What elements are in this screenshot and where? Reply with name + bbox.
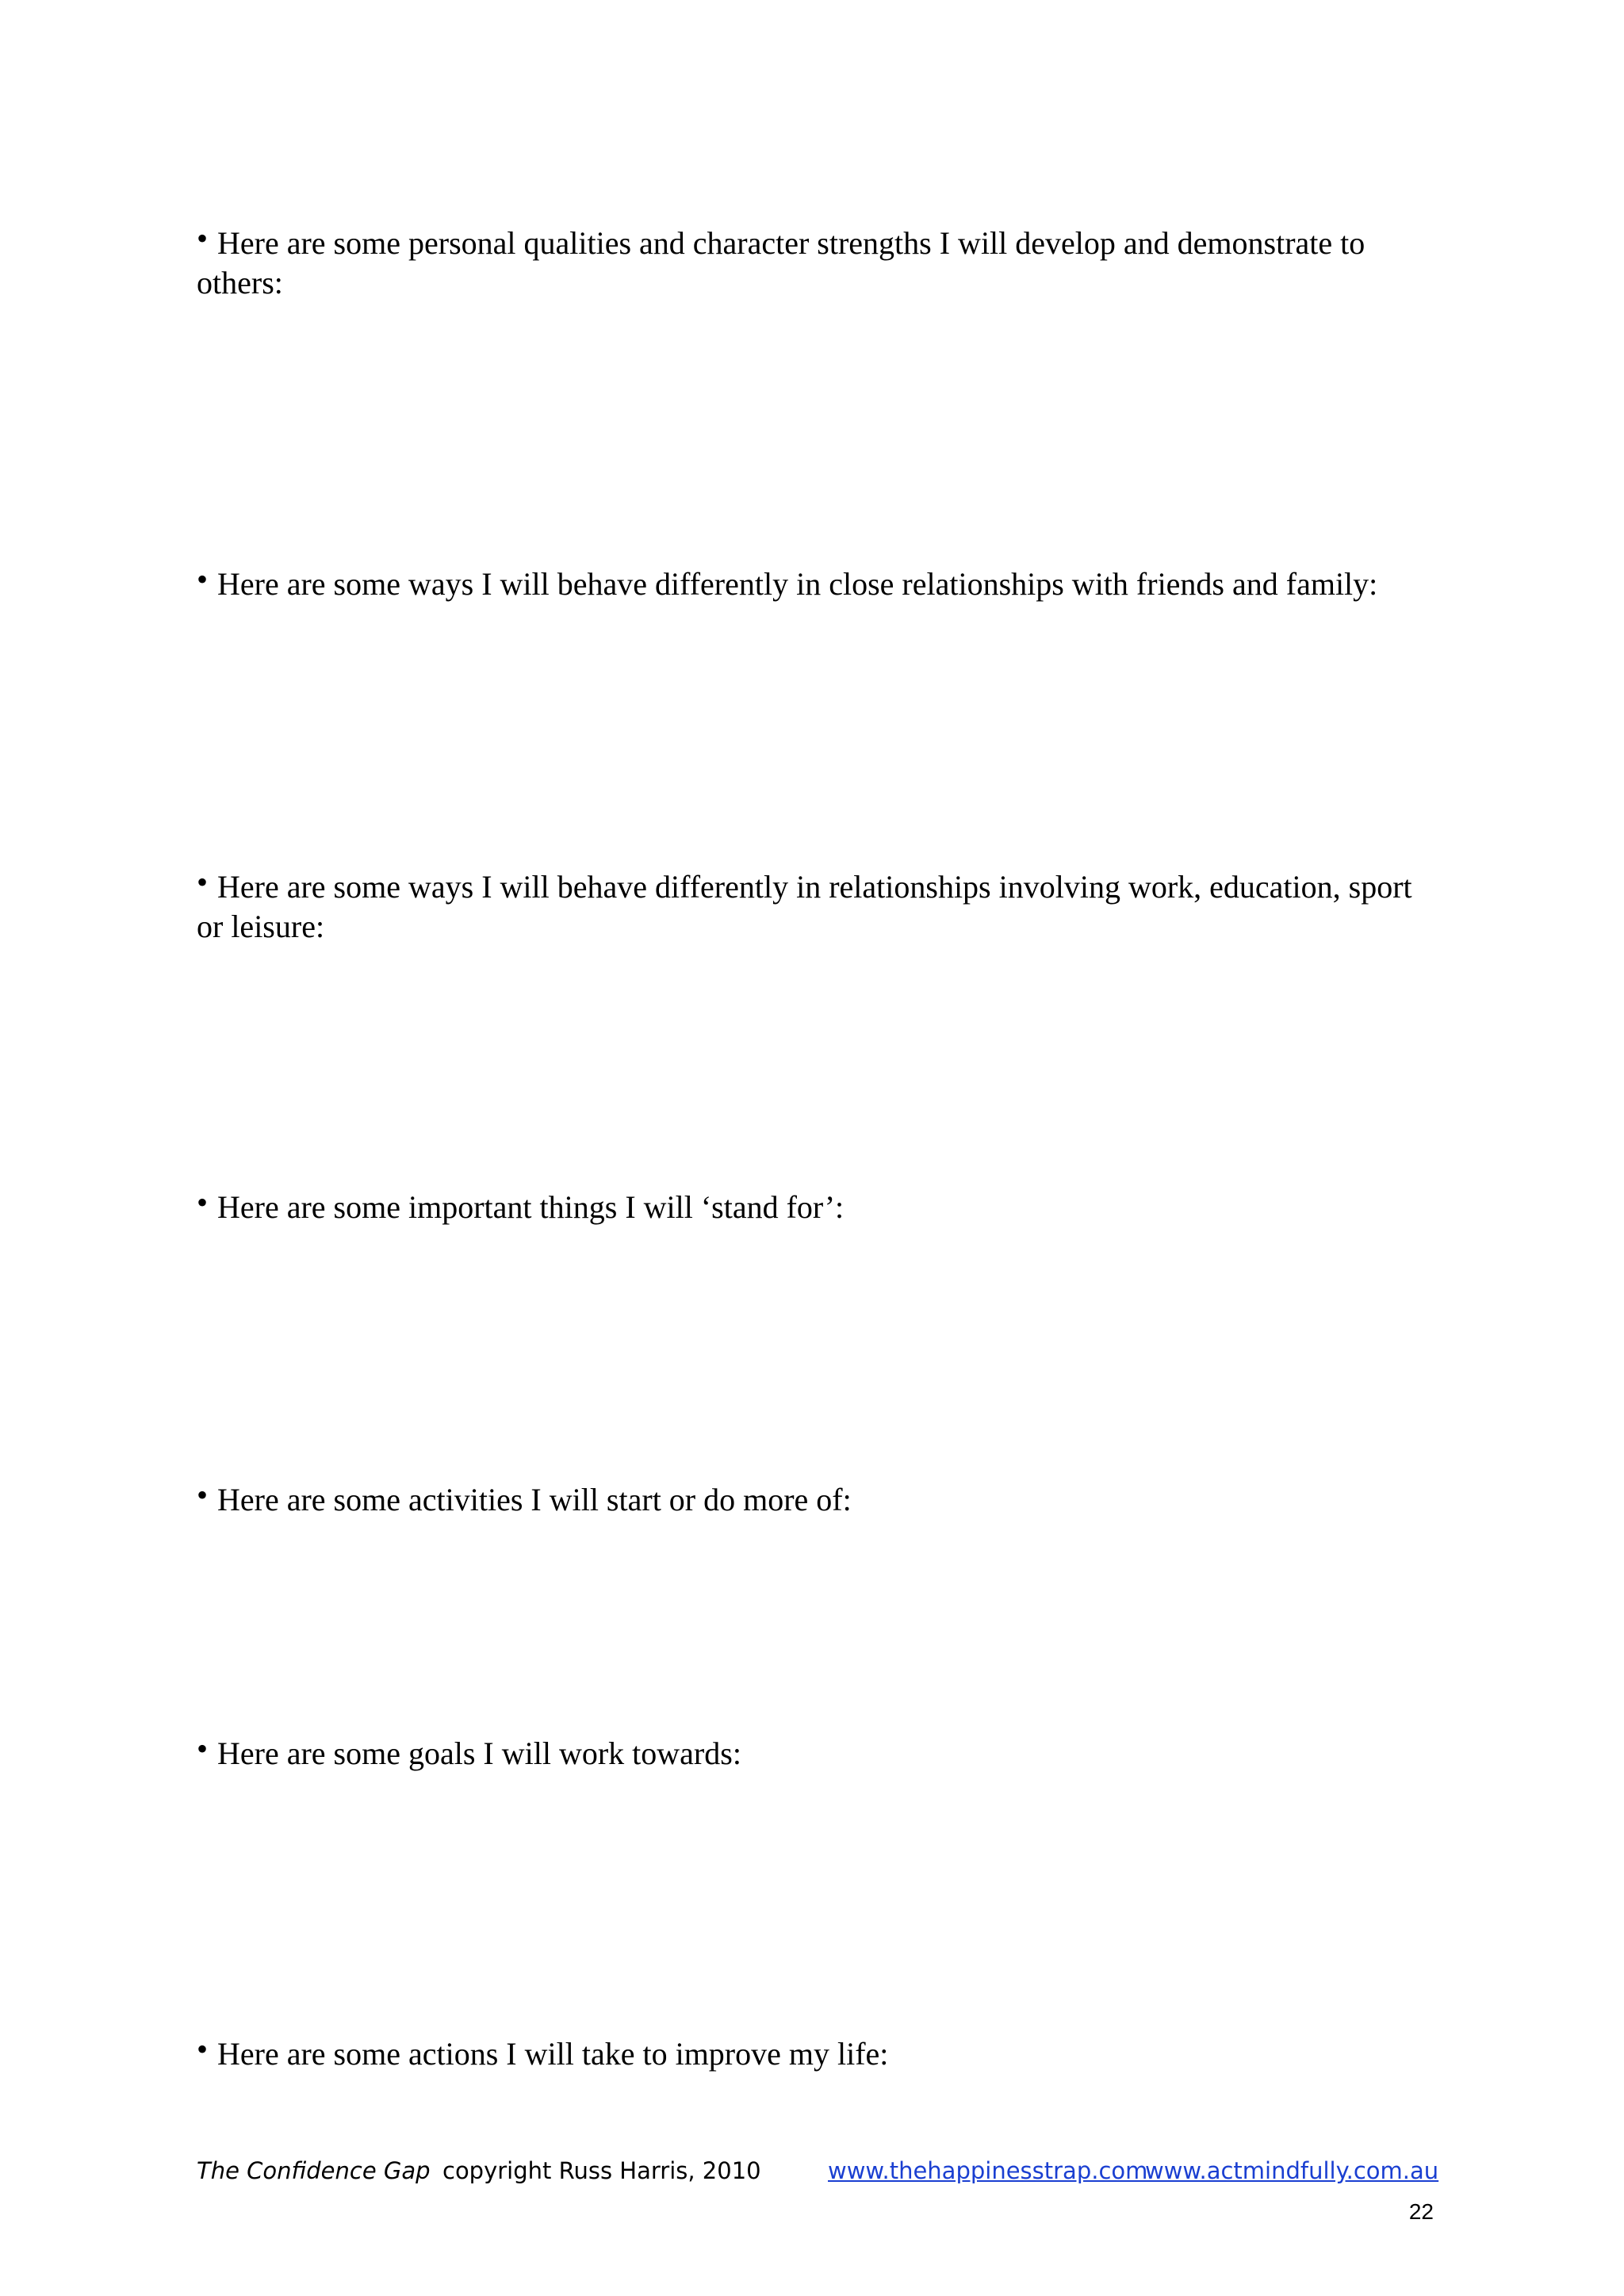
footer-link-actmindfully[interactable]: www.actmindfully.com.au <box>1145 2157 1439 2184</box>
bullet-icon: • <box>197 2031 209 2067</box>
prompt-activities <box>197 1477 1434 1520</box>
bullet-icon: • <box>197 1477 209 1513</box>
prompt-goals <box>197 1731 1434 1774</box>
prompt-text: Here are some personal qualities and character strengths I will develop and demonstrate to others: <box>197 225 1365 300</box>
prompt-text: Here are some ways I will behave differently in close relationships with friends and family: <box>217 566 1378 602</box>
prompt-stand-for <box>197 1184 1434 1227</box>
page-number: 22 <box>1408 2199 1434 2224</box>
prompt-text: Here are some important things I will ‘stand for’: <box>217 1189 845 1225</box>
prompt-text: Here are some ways I will behave differently in relationships involving work, education, sport or leisure: <box>197 869 1412 944</box>
prompt-close-relationships <box>197 561 1434 604</box>
footer-link-happinesstrap[interactable]: www.thehappinesstrap.com <box>828 2157 1148 2184</box>
bullet-icon: • <box>197 1184 209 1220</box>
bullet-icon: • <box>197 561 209 597</box>
bullet-icon: • <box>197 1731 209 1766</box>
prompt-text: Here are some actions I will take to improve my life: <box>217 2036 889 2072</box>
prompt-text: Here are some goals I will work towards: <box>217 1735 741 1771</box>
bullet-icon: • <box>197 220 209 256</box>
prompt-actions <box>197 2031 1434 2074</box>
prompt-text: Here are some activities I will start or do more of: <box>217 1482 852 1517</box>
page-footer <box>197 2155 1439 2187</box>
prompt-work-relationships <box>197 864 1434 947</box>
footer-copyright: copyright Russ Harris, 2010 <box>442 2157 761 2184</box>
footer-book-title: The Confidence Gap <box>197 2157 431 2184</box>
bullet-icon: • <box>197 864 209 900</box>
prompt-personal-qualities <box>197 220 1434 303</box>
